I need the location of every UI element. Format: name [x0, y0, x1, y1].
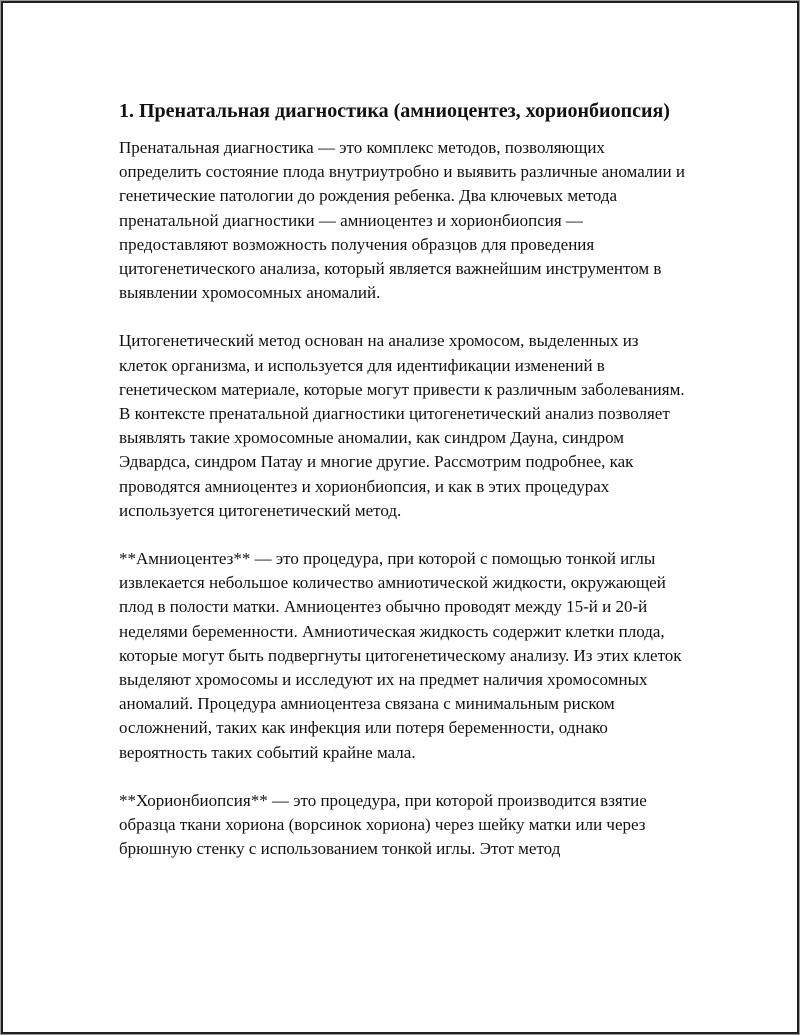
- document-content: [119, 96, 689, 885]
- paragraph-amniocentesis: **Амниоцентез** — это процедура, при которой с помощью тонкой иглы извлекается небольшое количество амниотической жидкости, окружающей плод в полости матки. Амниоцентез обычно проводят между 15-й и 20-й неделями беременности. Амниотическая жидкость содержит клетки плода, которые могут быть подвергнуты цитогенетическому анализу. Из этих клеток выделяют хромосомы и исследуют их на предмет наличия хромосомных аномалий. Процедура амниоцентеза связана с минимальным риском осложнений, таких как инфекция или потеря беременности, однако вероятность таких событий крайне мала.: [119, 549, 682, 762]
- paragraph-cytogenetic-method: Цитогенетический метод основан на анализе хромосом, выделенных из клеток организма, и используется для идентификации изменений в генетическом материале, которые могут привести к различным заболеваниям. В контексте пренатальной диагностики цитогенетический анализ позволяет выявлять такие хромосомные аномалии, как синдром Дауна, синдром Эдвардса, синдром Патау и многие другие. Рассмотрим подробнее, как проводятся амниоцентез и хорионбиопсия, и как в этих процедурах используется цитогенетический метод.: [119, 331, 685, 520]
- section-heading: 1. Пренатальная диагностика (амниоцентез, хорионбиопсия): [119, 100, 670, 122]
- paragraph-intro: Пренатальная диагностика — это комплекс методов, позволяющих определить состояние плода внутриутробно и выявить различные аномалии и генетические патологии до рождения ребенка. Два ключевых метода пренатальной диагностики — амниоцентез и хорионбиопсия — предоставляют возможность получения образцов для проведения цитогенетического анализа, который является важнейшим инструментом в выявлении хромосомных аномалий.: [119, 138, 685, 303]
- paragraph-chorionic-biopsy: **Хорионбиопсия** — это процедура, при которой производится взятие образца ткани хориона (ворсинок хориона) через шейку матки или через брюшную стенку с использованием тонкой иглы. Этот метод: [119, 790, 647, 859]
